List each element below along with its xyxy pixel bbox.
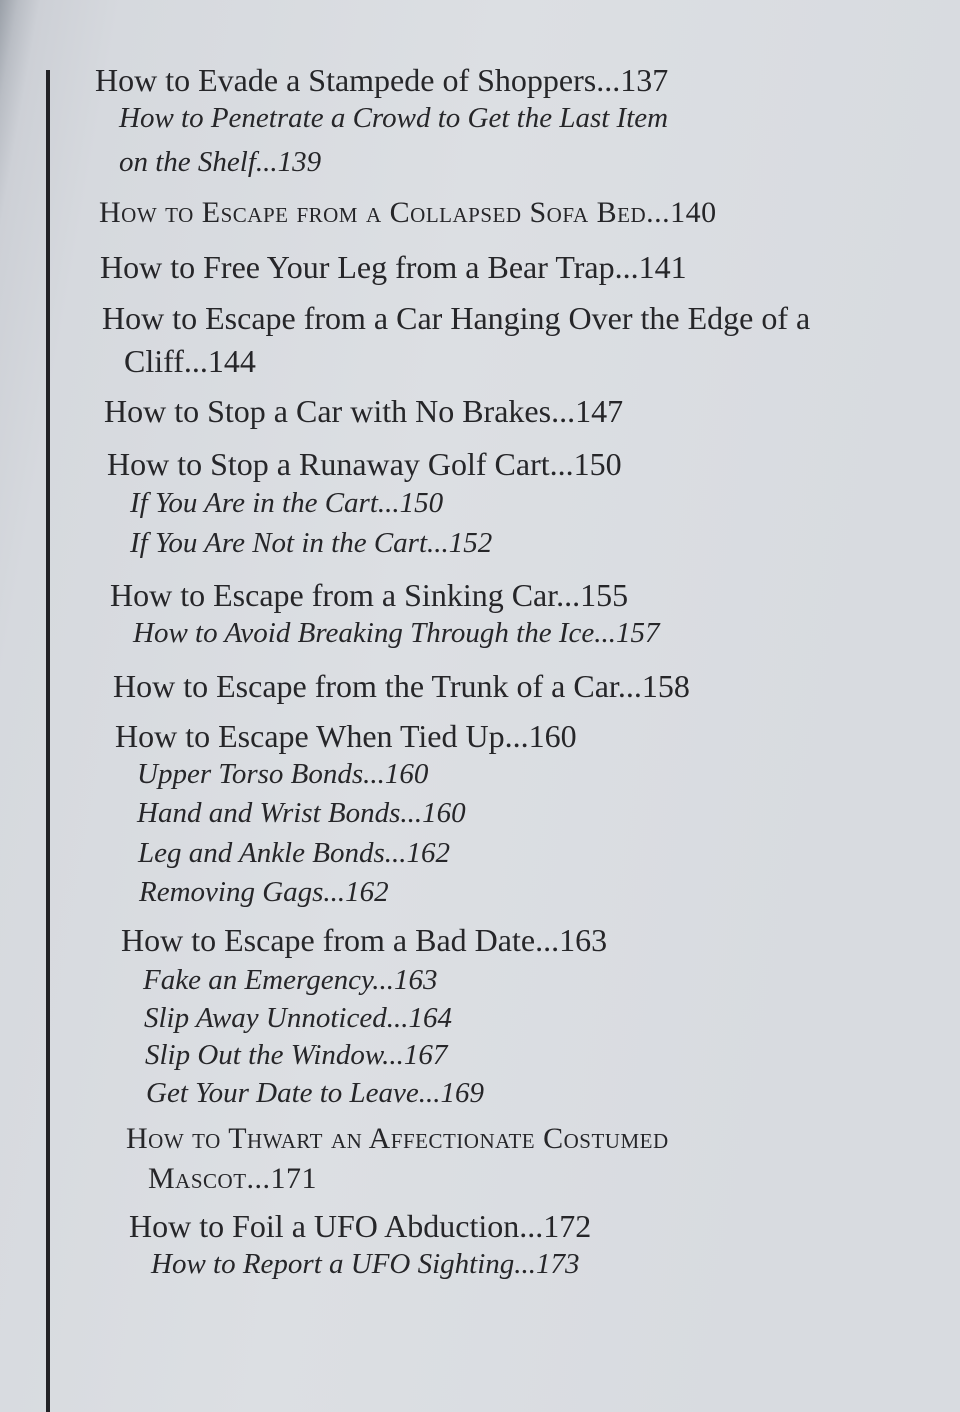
toc-subentry: How to Report a UFO Sighting...173 [151,1248,580,1280]
toc-entry: How to Stop a Runaway Golf Cart...150 [107,446,622,482]
toc-subentry: Get Your Date to Leave...169 [146,1077,485,1109]
toc-subentry: Removing Gags...162 [139,876,389,908]
toc-entry-continued: Mascot...171 [148,1162,318,1195]
toc-subentry: Leg and Ankle Bonds...162 [138,837,450,869]
toc-subentry: How to Penetrate a Crowd to Get the Last Item [119,102,669,134]
toc-subentry: How to Avoid Breaking Through the Ice...157 [133,617,660,649]
toc-subentry: Fake an Emergency...163 [143,964,438,996]
toc-entry: How to Foil a UFO Abduction...172 [129,1208,592,1244]
toc-entry: How to Escape from a Bad Date...163 [121,922,608,958]
toc-entry: How to Stop a Car with No Brakes...147 [104,393,624,429]
toc-subentry: Slip Out the Window...167 [145,1039,448,1071]
toc-entry: How to Escape from a Sinking Car...155 [110,577,629,613]
toc-subentry: on the Shelf...139 [119,146,322,178]
toc-subentry: If You Are in the Cart...150 [130,487,444,519]
toc-entry: How to Escape When Tied Up...160 [115,718,577,754]
toc-entry-continued: Cliff...144 [124,343,256,379]
toc-subentry: Slip Away Unnoticed...164 [144,1002,452,1034]
toc-entry: How to Escape from the Trunk of a Car...158 [113,668,690,704]
toc-entry: How to Escape from a Car Hanging Over the Edge of a [102,300,811,336]
toc-entry: How to Evade a Stampede of Shoppers...137 [95,62,669,98]
toc-subentry: Hand and Wrist Bonds...160 [137,797,466,829]
toc-entry: How to Escape from a Collapsed Sofa Bed...140 [99,196,717,229]
toc-subentry: Upper Torso Bonds...160 [137,758,429,790]
toc-entry: How to Free Your Leg from a Bear Trap...141 [100,249,687,285]
toc-subentry: If You Are Not in the Cart...152 [130,527,493,559]
toc-entry: How to Thwart an Affectionate Costumed [126,1122,669,1155]
